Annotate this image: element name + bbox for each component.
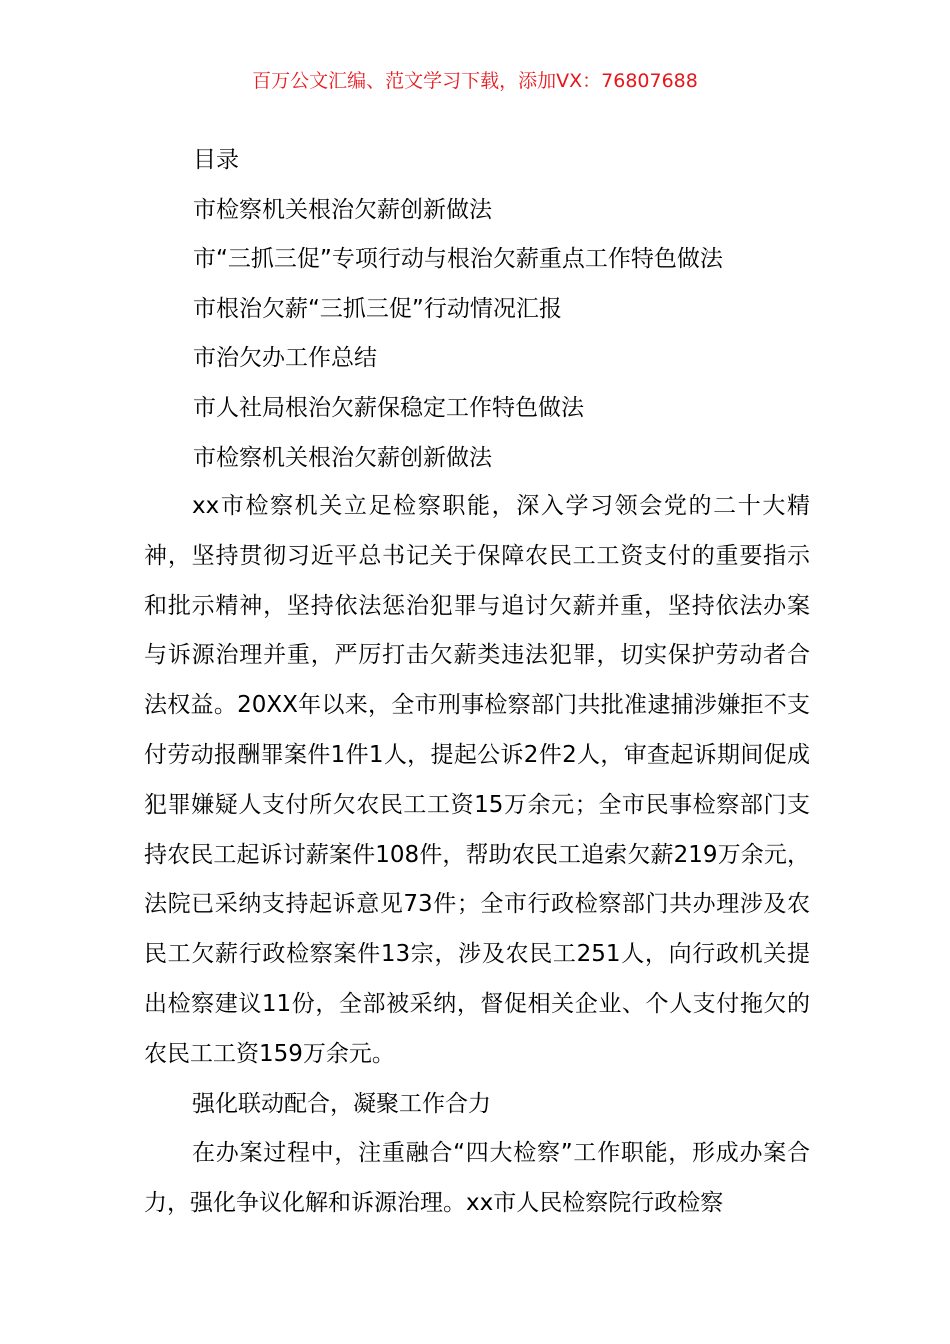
toc-item: 市根治欠薪“三抓三促”行动情况汇报	[193, 295, 562, 322]
body-paragraph: 在办案过程中，注重融合“四大检察”工作职能，形成办案合力，强化争议化解和诉源治理。xx市人民检察院行政检察	[144, 1140, 810, 1217]
toc-item: 市检察机关根治欠薪创新做法	[193, 196, 492, 223]
toc-title: 目录	[193, 147, 239, 173]
toc-item: 市检察机关根治欠薪创新做法	[193, 444, 492, 471]
section-heading: 强化联动配合，凝聚工作合力	[192, 1090, 491, 1117]
body-paragraph: xx市检察机关立足检察职能，深入学习领会党的二十大精神，坚持贯彻习近平总书记关于保障农民工工资支付的重要指示和批示精神，坚持依法惩治犯罪与追讨欠薪并重，坚持依法办案与诉源治理并重，严厉打击欠薪类违法犯罪，切实保护劳动者合法权益。20XX年以来，全市刑事检察部门共批准逮捕涉嫌拒不支付劳动报酬罪案件1件1人，提起公诉2件2人，审查起诉期间促成犯罪嫌疑人支付所欠农民工工资15万余元；全市民事检察部门支持农民工起诉讨薪案件108件，帮助农民工追索欠薪219万余元，法院已采纳支持起诉意见73件；全市行政检察部门共办理涉及农民工欠薪行政检察案件13宗，涉及农民工251人，向行政机关提出检察建议11份，全部被采纳，督促相关企业、个人支付拖欠的农民工工资159万余元。	[144, 493, 810, 1067]
document-body	[144, 482, 810, 1229]
table-of-contents	[193, 136, 833, 483]
toc-item: 市治欠办工作总结	[193, 345, 377, 372]
toc-item: 市“三抓三促”专项行动与根治欠薪重点工作特色做法	[193, 246, 723, 273]
toc-item: 市人社局根治欠薪保稳定工作特色做法	[193, 394, 584, 421]
header-contact-note: 百万公文汇编、范文学习下载，添加VX：76807688	[252, 70, 698, 92]
